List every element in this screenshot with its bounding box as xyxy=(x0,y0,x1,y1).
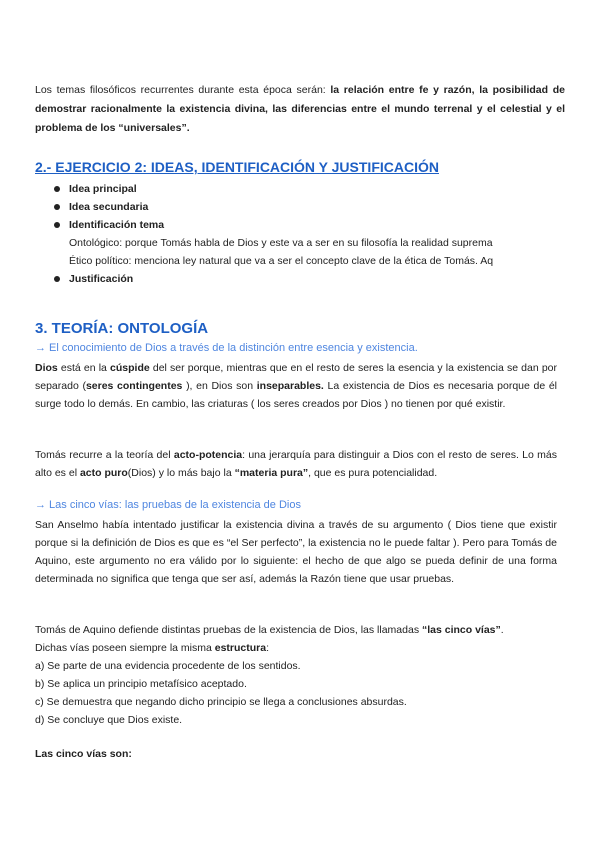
bullet-icon xyxy=(54,222,60,228)
bullet-icon xyxy=(54,276,60,282)
intro-lead: Los temas filosóficos recurrentes durante esta época serán: xyxy=(35,83,331,96)
list-item: b) Se aplica un principio metafísico aceptado. xyxy=(35,678,247,690)
paragraph-acto-potencia: Tomás recurre a la teoría del acto-potencia: una jerarquía para distinguir a Dios con el resto de seres. Lo más alto es el acto puro(Dios) y lo más bajo la “materia pura”, que es pura potencialidad. xyxy=(35,449,557,479)
list-item xyxy=(54,198,554,216)
exercise-list xyxy=(54,180,554,288)
item-note-ontologico: Ontológico: porque Tomás habla de Dios y este va a ser en su filosofía la realidad suprema xyxy=(69,237,493,249)
paragraph-esencia: Dios está en la cúspide del ser porque, mientras que en el resto de seres la esencia y la existencia se dan por separado (seres contingentes ), en Dios son inseparables. La existencia de Dios es necesaria porque de él surge todo lo demás. En cambio, las criaturas ( los seres creados por Dios ) no tienen por qué existir. xyxy=(35,362,558,410)
bullet-icon xyxy=(54,204,60,210)
list-item xyxy=(54,180,554,198)
item-label: Justificación xyxy=(69,273,134,285)
theory-heading: 3. TEORÍA: ONTOLOGÍA xyxy=(35,320,209,337)
intro-bold: la relación entre fe y razón, la posibilidad de demostrar racionalmente la existencia divina, las diferencias entre el mundo terrenal y el celestial y el problema de los “universales”. xyxy=(35,83,565,134)
paragraph-anselmo: San Anselmo había intentado justificar la existencia divina a través de su argumento ( Dios tiene que existir porque si la definición de Dios es que es “el Ser perfecto”, la existencia no le puede faltar ). Pero para Tomás de Aquino, este argumento no era válido por lo siguiente: el hecho de que algo se pueda definir de una forma determinada no significa que tenga que ser así, además la Razón tiene que usar pruebas. xyxy=(35,519,557,585)
list-item: d) Se concluye que Dios existe. xyxy=(35,714,183,726)
exercise-heading: 2.- EJERCICIO 2: IDEAS, IDENTIFICACIÓN Y JUSTIFICACIÓN xyxy=(35,159,439,175)
list-item xyxy=(54,216,554,270)
intro-paragraph xyxy=(35,81,565,138)
section-subheading: → El conocimiento de Dios a través de la distinción entre esencia y existencia. xyxy=(35,342,418,354)
list-item xyxy=(54,270,554,288)
list-item: c) Se demuestra que negando dicho principio se llega a conclusiones absurdas. xyxy=(35,696,407,708)
bullet-icon xyxy=(54,186,60,192)
item-label: Idea principal xyxy=(69,183,137,195)
final-heading: Las cinco vías son: xyxy=(35,748,132,760)
item-label: Identificación tema xyxy=(69,219,165,231)
section-subheading: → Las cinco vías: las pruebas de la existencia de Dios xyxy=(35,499,301,511)
structure-list xyxy=(35,657,557,729)
list-item: a) Se parte de una evidencia procedente de los sentidos. xyxy=(35,660,301,672)
paragraph-cinco-vias: Tomás de Aquino defiende distintas pruebas de la existencia de Dios, las llamadas “las cinco vías”. Dichas vías poseen siempre la misma estructura: xyxy=(35,624,504,654)
item-label: Idea secundaria xyxy=(69,201,149,213)
item-note-etico: Ético político: menciona ley natural que va a ser el concepto clave de la ética de Tomás. Aq xyxy=(69,255,494,267)
